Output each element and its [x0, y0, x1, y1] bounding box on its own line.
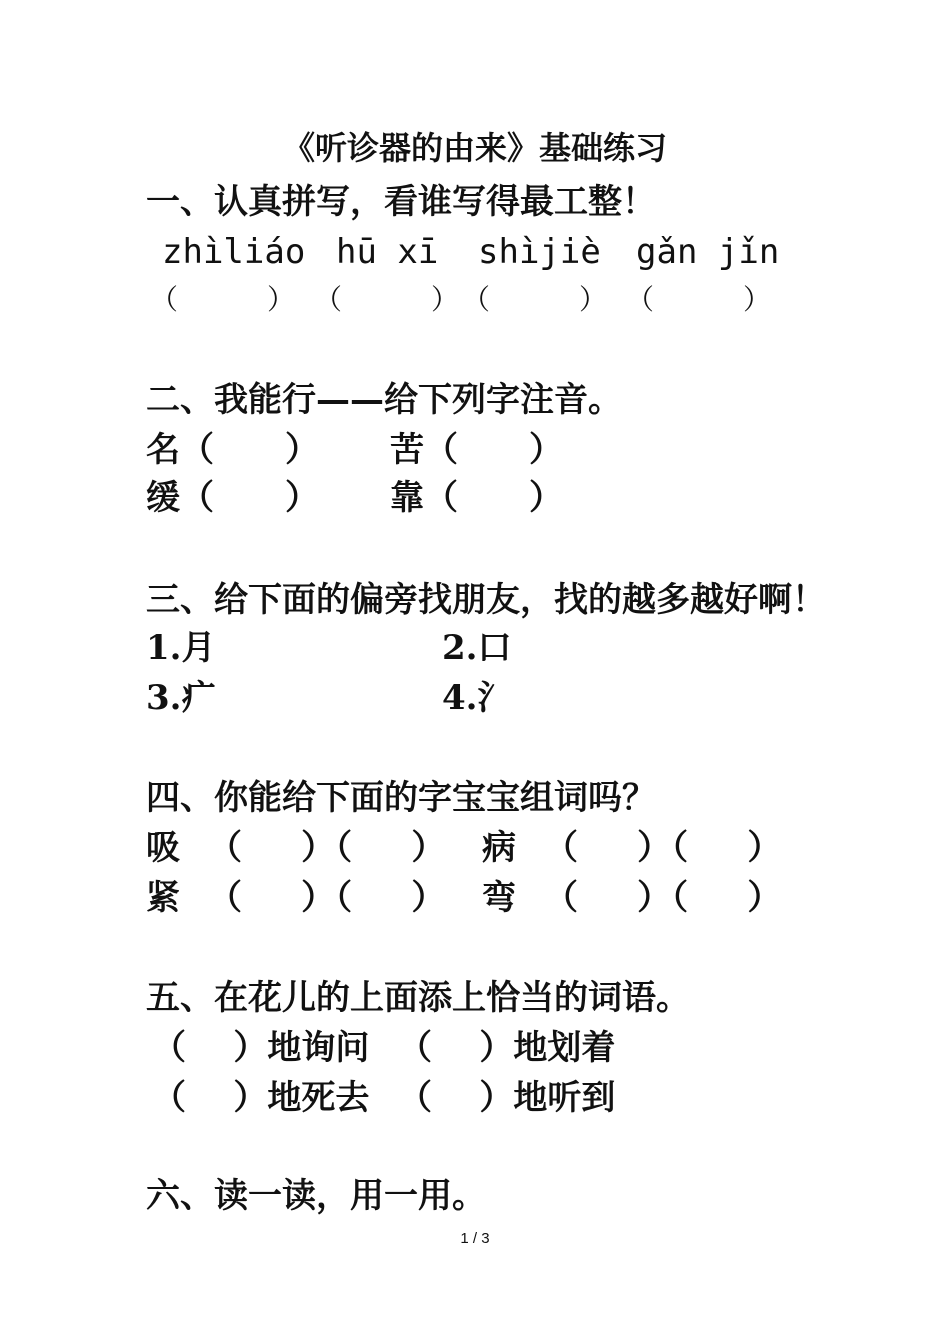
- phonetic-item-ku[interactable]: 苦（ ）: [390, 430, 564, 470]
- word-blanks-wan[interactable]: （ ）（ ）: [544, 878, 782, 918]
- adverb-blank-siqu[interactable]: （ ）地死去: [152, 1078, 370, 1118]
- adverb-blank-huazhe[interactable]: （ ）地划着: [398, 1028, 616, 1068]
- pinyin-3: shìjiè: [478, 232, 601, 272]
- section-4-heading: 四、你能给下面的字宝宝组词吗？: [146, 778, 656, 818]
- adverb-blank-tingdao[interactable]: （ ）地听到: [398, 1078, 616, 1118]
- answer-blank-1[interactable]: （ ）: [150, 283, 296, 316]
- section-6-heading: 六、读一读，用一用。: [146, 1176, 486, 1216]
- word-char-bing: 病: [482, 828, 516, 868]
- word-char-jin: 紧: [146, 878, 180, 918]
- word-blanks-bing[interactable]: （ ）（ ）: [544, 828, 782, 868]
- section-5-heading: 五、在花儿的上面添上恰当的词语。: [146, 978, 690, 1018]
- page-number: 1 / 3: [460, 1230, 490, 1247]
- radical-item-2: 2.口: [442, 628, 512, 668]
- pinyin-1: zhìliáo: [162, 232, 306, 272]
- page-title: 《听诊器的由来》基础练习: [282, 129, 667, 167]
- phonetic-item-kao[interactable]: 靠（ ）: [390, 478, 564, 518]
- word-blanks-xi[interactable]: （ ）（ ）: [208, 828, 446, 868]
- answer-blank-4[interactable]: （ ）: [626, 283, 772, 316]
- adverb-blank-xunwen[interactable]: （ ）地询问: [152, 1028, 370, 1068]
- answer-blank-3[interactable]: （ ）: [462, 283, 608, 316]
- answer-blank-2[interactable]: （ ）: [314, 283, 460, 316]
- radical-item-1: 1.月: [146, 628, 216, 668]
- word-char-wan: 弯: [482, 878, 516, 918]
- section-2-heading: 二、我能行——给下列字注音。: [146, 380, 622, 420]
- word-char-xi: 吸: [146, 828, 180, 868]
- section-3-heading: 三、给下面的偏旁找朋友，找的越多越好啊！: [146, 580, 826, 620]
- phonetic-item-huan[interactable]: 缓（ ）: [146, 478, 320, 518]
- pinyin-2: hū xī: [336, 232, 439, 272]
- radical-item-4: 4.氵: [442, 678, 512, 718]
- phonetic-item-ming[interactable]: 名（ ）: [146, 430, 320, 470]
- word-blanks-jin[interactable]: （ ）（ ）: [208, 878, 446, 918]
- pinyin-4: gǎn jǐn: [636, 232, 780, 272]
- section-1-heading: 一、认真拼写，看谁写得最工整！: [146, 182, 656, 222]
- radical-item-3: 3.疒: [146, 678, 216, 718]
